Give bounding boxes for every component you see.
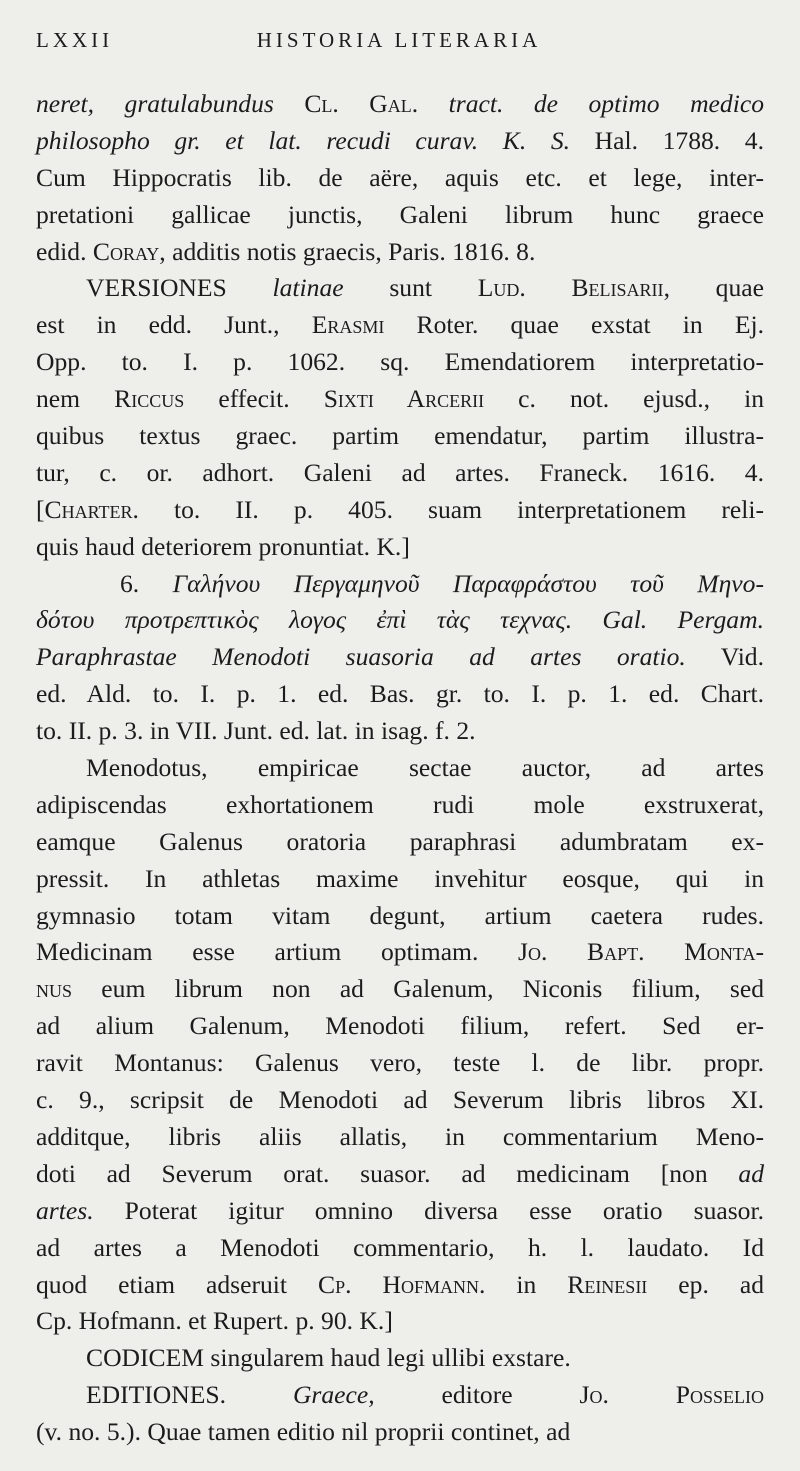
page-number: LXXII xyxy=(36,28,114,52)
text-span: nus xyxy=(36,974,73,1004)
text-span: ad artes a Menodoti commentario, h. l. laudato. Id xyxy=(36,1232,764,1262)
text-span: Cp. Hofmann. xyxy=(318,1269,486,1299)
text-line xyxy=(36,971,764,1008)
text-span: effecit. xyxy=(184,384,324,414)
text-span: in xyxy=(485,1269,568,1299)
page-header xyxy=(36,28,762,58)
text-line xyxy=(36,455,764,492)
text-line xyxy=(36,1193,764,1230)
text-line xyxy=(36,86,764,123)
text-span: EDITIONES. xyxy=(86,1380,293,1410)
text-span: quod etiam adseruit xyxy=(36,1269,319,1299)
text-span: Cl. Gal. xyxy=(304,89,419,118)
text-span: edid. xyxy=(36,236,93,266)
text-line xyxy=(36,1303,764,1340)
text-span: Lud. Belisarii xyxy=(477,273,664,303)
text-line xyxy=(36,1082,764,1119)
text-line xyxy=(36,1230,764,1267)
text-line xyxy=(36,824,764,861)
text-span: editore xyxy=(374,1380,580,1410)
text-span: [ xyxy=(36,494,45,524)
body-text xyxy=(36,86,764,1451)
text-span: Menodotus, empiricae sectae auctor, ad artes xyxy=(86,753,764,783)
text-span: , quae xyxy=(663,273,764,303)
text-span: to. II. p. 3. in VII. Junt. ed. lat. in isag. f. 2. xyxy=(36,716,476,746)
text-span: Cum Hippocratis lib. de aëre, aquis etc. et lege, inter- xyxy=(36,162,764,192)
text-line xyxy=(36,529,764,566)
text-span: Cp. Hofmann. et Rupert. p. 90. K.] xyxy=(36,1306,393,1336)
text-span: ravit Montanus: Galenus vero, teste l. de libr. propr. xyxy=(36,1048,764,1078)
text-line xyxy=(36,787,764,824)
text-line xyxy=(36,160,764,197)
text-span: Coray xyxy=(92,236,160,266)
text-span: Hal. 1788. 4. xyxy=(570,125,764,155)
text-line xyxy=(36,381,764,418)
text-span: additque, libris aliis allatis, in commentarium Meno- xyxy=(36,1121,764,1151)
text-span: eamque Galenus oratoria paraphrasi adumbratam ex- xyxy=(36,826,764,856)
text-line xyxy=(36,566,764,603)
text-span: Medicinam esse artium optimam. xyxy=(36,937,519,967)
text-span: Γαλήνου Περγαμηνοῦ Παραφράστου τοῦ Μηνο- xyxy=(172,568,764,598)
text-span: ed. Ald. to. I. p. 1. ed. Bas. gr. to. I. p. 1. ed. Chart. xyxy=(36,679,764,709)
text-line xyxy=(36,676,764,713)
text-span: Jo. Posselio xyxy=(579,1380,765,1410)
text-span: to. II. p. 405. suam interpretationem reli- xyxy=(138,494,764,524)
text-span: Poterat igitur omnino diversa esse oratio suasor. xyxy=(93,1195,764,1225)
text-span: nem xyxy=(36,384,115,414)
text-span: eum librum non ad Galenum, Niconis filium, sed xyxy=(72,974,764,1004)
text-span: Paraphrastae Menodoti suasoria ad artes oratio. xyxy=(36,642,686,672)
text-line xyxy=(36,1414,764,1451)
text-span: pretationi gallicae junctis, Galeni librum hunc graece xyxy=(36,199,764,229)
text-span: gymnasio totam vitam degunt, artium caetera rudes. xyxy=(36,900,764,930)
text-span: CODICEM singularem haud legi ullibi exstare. xyxy=(86,1343,571,1373)
text-span: Sixti Arcerii xyxy=(323,384,485,414)
text-line xyxy=(36,1008,764,1045)
text-line xyxy=(36,934,764,971)
text-span: philosopho gr. et lat. recudi curav. K. S. xyxy=(36,125,571,155)
text-span: c. 9., scripsit de Menodoti ad Severum libris libros XI. xyxy=(36,1085,764,1115)
text-span: δότου προτρεπτικὸς λογος ἐπὶ τὰς τεχνας. Gal. Pergam. xyxy=(36,605,764,635)
text-span: ad xyxy=(738,1158,764,1188)
text-line xyxy=(36,123,764,160)
text-line xyxy=(36,197,764,234)
text-line xyxy=(36,418,764,455)
text-span: ad alium Galenum, Menodoti filium, refert. Sed er- xyxy=(36,1011,764,1041)
text-span: quis haud deteriorem pronuntiat. K.] xyxy=(36,531,410,561)
text-line xyxy=(36,234,764,271)
text-span: tur, c. or. adhort. Galeni ad artes. Franeck. 1616. 4. xyxy=(36,457,764,487)
text-span: Opp. to. I. p. 1062. sq. Emendatiorem interpretatio- xyxy=(36,347,764,377)
text-line xyxy=(36,602,764,639)
text-span: Erasmi xyxy=(311,310,385,340)
text-span: Vid. xyxy=(685,642,765,672)
running-title: HISTORIA LITERARIA xyxy=(256,28,542,52)
text-span: VERSIONES xyxy=(86,273,273,303)
text-line xyxy=(36,750,764,787)
text-span: (v. no. 5.). Quae tamen editio nil proprii continet, ad xyxy=(36,1417,571,1447)
text-line xyxy=(36,492,764,529)
text-span: artes. xyxy=(36,1195,94,1225)
text-span: Charter. xyxy=(44,494,139,524)
text-line xyxy=(36,270,764,307)
text-line xyxy=(36,898,764,935)
text-line xyxy=(36,1045,764,1082)
text-span: c. not. ejusd., in xyxy=(484,384,764,414)
text-line xyxy=(36,713,764,750)
text-span: Roter. quae exstat in Ej. xyxy=(384,310,764,340)
text-span: , additis notis graecis, Paris. 1816. 8. xyxy=(159,236,536,266)
text-line xyxy=(36,307,764,344)
text-span: Riccus xyxy=(114,384,185,414)
text-span: est in edd. Junt., xyxy=(36,310,312,340)
text-line xyxy=(36,1377,764,1414)
text-span: neret, gratulabundus xyxy=(36,89,305,118)
text-span: doti ad Severum orat. suasor. ad medicinam [non xyxy=(36,1158,739,1188)
text-span: latinae xyxy=(272,273,344,303)
text-line xyxy=(36,861,764,898)
text-span: pressit. In athletas maxime invehitur eosque, qui in xyxy=(36,863,764,893)
text-line xyxy=(36,1340,764,1377)
text-span: quibus textus graec. partim emendatur, partim illustra- xyxy=(36,421,764,451)
text-span: sunt xyxy=(343,273,478,303)
text-span: ep. ad xyxy=(647,1269,764,1299)
text-line xyxy=(36,1267,764,1304)
text-span: 6. xyxy=(120,568,173,598)
text-span: tract. de optimo medico xyxy=(418,89,764,118)
text-line xyxy=(36,1119,764,1156)
text-span: adipiscendas exhortationem rudi mole exstruxerat, xyxy=(36,789,764,819)
text-line xyxy=(36,639,764,676)
text-line xyxy=(36,1156,764,1193)
text-line xyxy=(36,344,764,381)
text-span: Graece, xyxy=(292,1380,375,1410)
text-span: Reinesii xyxy=(567,1269,648,1299)
text-span: Jo. Bapt. Monta- xyxy=(518,937,764,967)
